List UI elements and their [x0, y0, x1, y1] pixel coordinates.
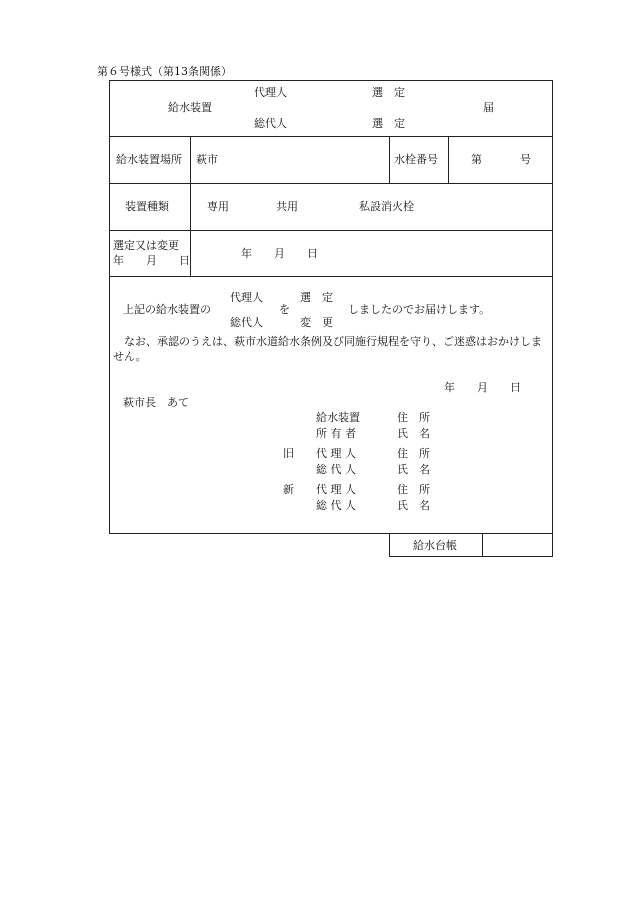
signer-role: 代 理 人	[316, 483, 356, 496]
meter-number-label: 水栓番号	[394, 153, 438, 166]
ledger-divider	[482, 533, 483, 557]
type-option-shared[interactable]: 共用	[276, 200, 298, 213]
signer-role: 総 代 人	[316, 463, 356, 476]
submission-date[interactable]: 年 月 日	[444, 381, 521, 394]
ledger-label: 給水台帳	[413, 539, 457, 552]
signer-prefix-old: 旧	[283, 447, 294, 460]
statement-particle: を	[279, 303, 290, 316]
compliance-paragraph: なお、承認のうえは、萩市水道給水条例及び同施行規程を守り、ご迷惑はおかけしません。	[113, 335, 542, 363]
meter-number-prefix: 第	[471, 153, 482, 166]
form-label: 第６号様式（第13条関係）	[97, 65, 232, 78]
location-label: 給水装置場所	[116, 153, 182, 166]
row-divider	[109, 276, 553, 277]
meter-value-divider	[448, 136, 449, 183]
title-option2-role: 総代人	[254, 117, 287, 130]
signer-prefix-new: 新	[283, 483, 294, 496]
signer-role: 所 有 者	[316, 427, 356, 440]
title-suffix: 届	[483, 101, 494, 114]
signer-role: 総 代 人	[316, 499, 356, 512]
row-divider	[109, 230, 553, 231]
row-divider	[109, 136, 553, 137]
change-date-value[interactable]: 年 月 日	[241, 247, 318, 260]
change-date-label: 選定又は変更	[113, 239, 179, 252]
statement-action2: 変 更	[300, 316, 333, 329]
type-option-hydrant[interactable]: 私設消火栓	[359, 200, 414, 213]
title-prefix: 給水装置	[168, 101, 212, 114]
addressee: 萩市長 あて	[123, 396, 189, 409]
label-column-divider	[190, 136, 191, 276]
title-option1-role: 代理人	[254, 86, 287, 99]
address-field[interactable]: 住 所	[397, 447, 430, 460]
meter-number-suffix: 号	[520, 153, 531, 166]
statement-role2: 総代人	[230, 316, 263, 329]
signer-role: 給水装置	[316, 411, 360, 424]
meter-label-divider	[389, 136, 390, 183]
device-type-label: 装置種類	[125, 200, 169, 213]
change-date-label-ymd: 年 月 日	[113, 254, 190, 267]
statement-action1: 選 定	[300, 291, 333, 304]
name-field[interactable]: 氏 名	[397, 499, 430, 512]
title-option2-action: 選 定	[372, 117, 405, 130]
statement-role1: 代理人	[230, 291, 263, 304]
statement-lead: 上記の給水装置の	[123, 303, 211, 316]
address-field[interactable]: 住 所	[397, 483, 430, 496]
name-field[interactable]: 氏 名	[397, 427, 430, 440]
row-divider	[109, 183, 553, 184]
location-value[interactable]: 萩市	[196, 153, 218, 166]
type-option-private[interactable]: 専用	[207, 200, 229, 213]
signer-role: 代 理 人	[316, 447, 356, 460]
title-option1-action: 選 定	[372, 86, 405, 99]
name-field[interactable]: 氏 名	[397, 463, 430, 476]
statement-tail: しましたのでお届けします。	[348, 303, 491, 316]
address-field[interactable]: 住 所	[397, 411, 430, 424]
